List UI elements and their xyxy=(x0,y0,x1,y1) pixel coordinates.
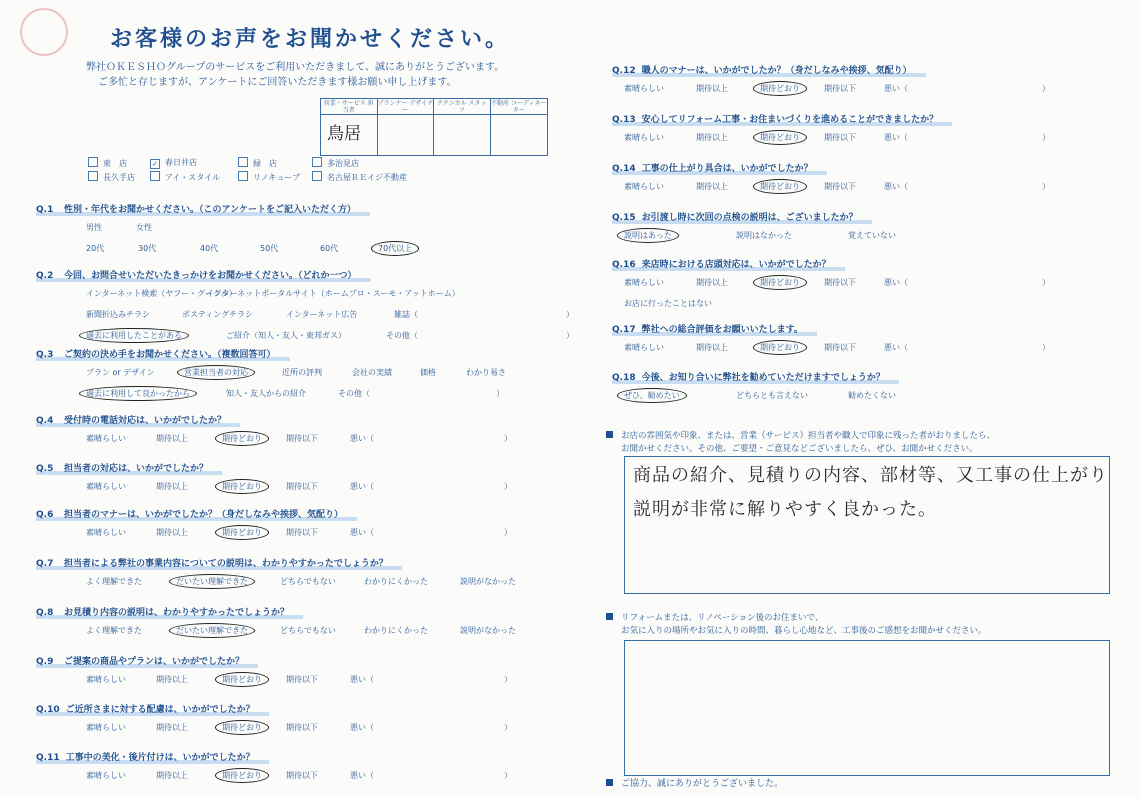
question-number: Q.7 xyxy=(36,559,54,569)
question-15 xyxy=(612,205,1132,245)
question-3 xyxy=(36,342,556,403)
prompt-line: お店の雰囲気や印象、または、営業（サービス）担当者や職人で印象に残った者がおりましたら、 xyxy=(621,431,996,441)
question-number: Q.13 xyxy=(612,115,636,125)
answer-row xyxy=(36,481,556,496)
store-label: 緑 店 xyxy=(253,159,277,168)
selected-option[interactable]: 期待どおり xyxy=(753,340,807,355)
answer-option[interactable]: 素晴らしい xyxy=(86,482,126,491)
answer-row xyxy=(612,132,1132,147)
question-number: Q.15 xyxy=(612,213,636,223)
answer-option[interactable]: ご紹介（知人・友人・東邦ガス） xyxy=(226,331,346,340)
page-title: お客様のお声をお聞かせください。 xyxy=(110,27,511,52)
answer-row xyxy=(612,342,1132,357)
question-label: 弊社への総合評価をお願いいたします。 xyxy=(641,325,803,335)
answer-option[interactable]: ） xyxy=(504,434,512,443)
question-number: Q.9 xyxy=(36,657,54,667)
answer-option[interactable]: 期待以下 xyxy=(824,278,856,287)
answer-option[interactable]: 悪い（ xyxy=(350,528,374,537)
prompt-line: お気に入りの場所やお気に入りの時間、暮らし心地など、工事後のご感想をお聞かせください。 xyxy=(621,626,987,636)
selected-option[interactable]: 70代以上 xyxy=(371,241,419,256)
question-9 xyxy=(36,649,556,689)
comment2-prompt xyxy=(606,612,987,638)
question-label: お見積り内容の説明は、わかりやすかったでしょうか？ xyxy=(64,608,290,618)
red-stamp xyxy=(20,8,68,56)
answer-row xyxy=(36,674,556,689)
answer-option[interactable]: お店に行ったことはない xyxy=(624,299,712,308)
answer-option[interactable]: 近所の評判 xyxy=(282,368,322,377)
intro-text xyxy=(86,60,504,90)
intro-line: ご多忙と存じますが、アンケートにご回答いただきます様お願い申し上げます。 xyxy=(98,77,457,88)
answer-option[interactable]: 素晴らしい xyxy=(624,84,664,93)
question-label: 工事中の美化・後片付けは、いかがでしたか？ xyxy=(65,753,255,763)
question-13 xyxy=(612,107,1132,147)
selected-option[interactable]: 営業担当者の対応 xyxy=(177,365,255,380)
thanks-label: ご協力、誠にありがとうございました。 xyxy=(621,779,784,789)
store-option[interactable] xyxy=(150,171,238,183)
answer-row xyxy=(36,527,556,542)
answer-row xyxy=(612,298,1132,313)
answer-option[interactable]: 悪い（ xyxy=(350,434,374,443)
question-text xyxy=(36,268,371,281)
answer-row xyxy=(36,433,556,448)
question-text xyxy=(36,347,290,360)
question-14 xyxy=(612,156,1132,196)
staff-value[interactable]: 鳥居 xyxy=(321,115,378,155)
question-text xyxy=(612,210,872,223)
question-text xyxy=(36,654,258,667)
answer-option[interactable]: 悪い（ xyxy=(884,84,908,93)
answer-option[interactable]: ） xyxy=(496,389,504,398)
answer-option[interactable]: 期待以上 xyxy=(156,528,188,537)
answer-option[interactable]: プラン or デザイン xyxy=(86,368,155,377)
question-label: 担当者の対応は、いかがでしたか？ xyxy=(64,464,209,474)
answer-option[interactable]: 期待以上 xyxy=(696,182,728,191)
answer-option[interactable]: 期待以下 xyxy=(824,182,856,191)
staff-header: プランナー デザイナー xyxy=(377,100,433,114)
answer-option[interactable]: ポスティングチラシ xyxy=(182,310,254,319)
answer-option[interactable]: 説明はなかった xyxy=(736,231,792,240)
question-number: Q.3 xyxy=(36,350,54,360)
question-8 xyxy=(36,600,556,640)
answer-option[interactable]: 期待以下 xyxy=(286,528,318,537)
answer-option[interactable]: 期待以上 xyxy=(696,343,728,352)
answer-row xyxy=(36,309,574,324)
question-label: 担当者による弊社の事業内容についての説明は、わかりやすかったでしょうか？ xyxy=(64,559,388,569)
question-text xyxy=(36,750,269,763)
answer-option[interactable]: ） xyxy=(504,528,512,537)
store-label: 春日井店 xyxy=(165,158,197,167)
thanks-text xyxy=(606,776,783,789)
staff-value[interactable] xyxy=(434,115,491,155)
question-1 xyxy=(36,197,556,258)
checkbox-icon[interactable] xyxy=(88,171,98,181)
answer-option[interactable]: 素晴らしい xyxy=(624,182,664,191)
answer-row xyxy=(612,390,1132,405)
answer-option[interactable]: その他（ xyxy=(386,331,418,340)
question-label: 来店時における店頭対応は、いかがでしたか？ xyxy=(641,260,831,270)
answer-row xyxy=(36,222,556,237)
answer-option[interactable]: ） xyxy=(1042,278,1050,287)
answer-option[interactable]: 素晴らしい xyxy=(624,278,664,287)
question-11 xyxy=(36,745,556,785)
answer-row xyxy=(36,367,556,382)
answer-option[interactable]: よく理解できた xyxy=(86,577,142,586)
answer-row xyxy=(612,181,1132,196)
question-label: 職人のマナーは、いかがでしたか？（身だしなみや挨拶、気配り） xyxy=(641,66,912,76)
selected-option[interactable]: ぜひ、勧めたい xyxy=(617,388,687,403)
answer-option[interactable]: 説明がなかった xyxy=(460,626,516,635)
checkbox-icon[interactable] xyxy=(312,157,322,167)
prompt-line: お聞かせください。その他、ご要望・ご意見などございましたら、ぜひ、お聞かせください。 xyxy=(621,444,978,454)
store-option[interactable] xyxy=(88,157,150,169)
store-label: アイ・スタイル xyxy=(165,173,221,182)
answer-option[interactable]: 期待以上 xyxy=(156,675,188,684)
answer-option[interactable]: 悪い（ xyxy=(884,182,908,191)
answer-option[interactable]: ） xyxy=(504,482,512,491)
question-label: 工事の仕上がり具合は、いかがでしたか？ xyxy=(641,164,813,174)
question-text xyxy=(36,461,222,474)
answer-option[interactable]: 価格 xyxy=(420,368,436,377)
answer-option[interactable]: インターネットポータルサイト（ホームプロ・スーモ・アットホーム） xyxy=(206,289,460,298)
question-label: 今回、お問合せいただいたきっかけをお聞かせください。（どれか一つ） xyxy=(64,271,357,281)
answer-option[interactable]: 悪い（ xyxy=(350,675,374,684)
comment2-box[interactable] xyxy=(624,640,1110,776)
answer-row xyxy=(36,722,556,737)
prompt-line: リフォームまたは、リノベーション後のお住まいで、 xyxy=(621,613,824,623)
answer-option[interactable]: その他（ xyxy=(338,389,370,398)
question-number: Q.18 xyxy=(612,373,636,383)
answer-option[interactable]: わかりにくかった xyxy=(364,626,428,635)
question-text xyxy=(36,413,240,426)
question-number: Q.14 xyxy=(612,164,636,174)
answer-line: 商品の紹介、見積りの内容、部材等、又工事の仕上がり xyxy=(633,465,1108,486)
selected-option[interactable]: 期待どおり xyxy=(215,431,269,446)
store-label: 長久手店 xyxy=(103,173,135,182)
answer-row xyxy=(36,576,556,591)
answer-option[interactable]: 素晴らしい xyxy=(86,771,126,780)
store-option[interactable] xyxy=(150,157,238,169)
answer-option[interactable]: 期待以下 xyxy=(824,133,856,142)
checked-box-icon[interactable]: ✓ xyxy=(150,159,160,169)
answer-option[interactable]: ） xyxy=(1042,133,1050,142)
answer-option[interactable]: 男性 xyxy=(86,223,102,232)
answer-option[interactable]: 30代 xyxy=(138,244,157,253)
answer-option[interactable]: 期待以下 xyxy=(286,675,318,684)
question-number: Q.11 xyxy=(36,753,60,763)
comment1-box[interactable] xyxy=(624,456,1110,594)
answer-option[interactable]: 悪い（ xyxy=(884,278,908,287)
question-text xyxy=(612,322,817,335)
square-bullet-icon xyxy=(606,613,613,620)
question-number: Q.5 xyxy=(36,464,54,474)
staff-header: 営業・サービス 担当者 xyxy=(321,99,378,115)
question-text xyxy=(36,702,269,715)
question-18 xyxy=(612,365,1132,405)
question-label: ご近所さまに対する配慮は、いかがでしたか？ xyxy=(65,705,255,715)
selected-option[interactable]: 説明はあった xyxy=(617,228,679,243)
answer-row xyxy=(36,625,556,640)
answer-row xyxy=(612,83,1132,98)
question-number: Q.4 xyxy=(36,416,54,426)
intro-line: 弊社ＯＫＥＳＨＯグループのサービスをご利用いただきまして、誠にありがとうございます。 xyxy=(86,62,505,73)
selected-option[interactable]: 過去に利用して良かったから xyxy=(79,386,197,401)
question-text xyxy=(612,370,899,383)
checkbox-icon[interactable] xyxy=(150,171,160,181)
answer-option[interactable]: 覚えていない xyxy=(848,231,896,240)
checkbox-icon[interactable] xyxy=(88,157,98,167)
answer-option[interactable]: ） xyxy=(504,771,512,780)
answer-option[interactable]: ） xyxy=(1042,182,1050,191)
store-checklist xyxy=(88,157,422,183)
selected-option[interactable]: だいたい理解できた xyxy=(169,574,255,589)
store-option[interactable] xyxy=(238,157,312,169)
answer-option[interactable]: 素晴らしい xyxy=(86,675,126,684)
question-label: 今後、お知り合いに弊社を勧めていただけますでしょうか？ xyxy=(641,373,885,383)
answer-row xyxy=(36,388,556,403)
answer-option[interactable]: 素晴らしい xyxy=(86,723,126,732)
question-12 xyxy=(612,58,1132,98)
answer-row xyxy=(612,230,1132,245)
answer-option[interactable]: 期待以上 xyxy=(156,434,188,443)
answer-option[interactable]: 60代 xyxy=(320,244,339,253)
answer-option[interactable]: 会社の実績 xyxy=(352,368,392,377)
question-5 xyxy=(36,456,556,496)
question-number: Q.16 xyxy=(612,260,636,270)
question-4 xyxy=(36,408,556,448)
checkbox-icon[interactable] xyxy=(238,157,248,167)
store-label: 名古屋ＲＥイジ不動産 xyxy=(327,173,407,182)
staff-value[interactable] xyxy=(491,115,548,155)
question-10 xyxy=(36,697,556,737)
answer-option[interactable]: 知人・友人からの紹介 xyxy=(226,389,306,398)
question-number: Q.1 xyxy=(36,205,54,215)
question-label: 担当者のマナーは、いかがでしたか？（身だしなみや挨拶、気配り） xyxy=(64,510,344,520)
answer-option[interactable]: どちらでもない xyxy=(280,577,336,586)
answer-option[interactable]: 悪い（ xyxy=(884,343,908,352)
answer-option[interactable]: 期待以上 xyxy=(156,771,188,780)
answer-line: 説明が非常に解りやすく良かった。 xyxy=(633,499,937,520)
answer-option[interactable]: 雑誌（ xyxy=(394,310,418,319)
store-option[interactable] xyxy=(238,171,312,183)
staff-table xyxy=(320,98,548,156)
question-number: Q.8 xyxy=(36,608,54,618)
selected-option[interactable]: 期待どおり xyxy=(215,525,269,540)
question-label: 安心してリフォーム工事・お住まいづくりを進めることができましたか？ xyxy=(641,115,939,125)
question-number: Q.6 xyxy=(36,510,54,520)
answer-option[interactable]: 悪い（ xyxy=(350,771,374,780)
store-option[interactable] xyxy=(312,157,422,169)
staff-header: テクニカル スタッフ xyxy=(434,99,491,115)
question-number: Q.12 xyxy=(612,66,636,76)
answer-option[interactable]: 期待以上 xyxy=(696,84,728,93)
selected-option[interactable]: 期待どおり xyxy=(215,672,269,687)
store-label: 東 店 xyxy=(103,159,127,168)
question-text xyxy=(612,257,845,270)
answer-row xyxy=(36,288,556,303)
answer-option[interactable]: 期待以下 xyxy=(824,343,856,352)
selected-option[interactable]: 期待どおり xyxy=(753,81,807,96)
answer-option[interactable]: 期待以下 xyxy=(824,84,856,93)
question-text xyxy=(36,507,357,520)
answer-row xyxy=(36,243,556,258)
answer-option[interactable]: 女性 xyxy=(136,223,152,232)
selected-option[interactable]: 過去に利用したことがある xyxy=(79,328,189,343)
answer-row xyxy=(36,770,556,785)
question-text xyxy=(36,556,402,569)
question-number: Q.2 xyxy=(36,271,54,281)
comment1-prompt xyxy=(606,430,995,456)
store-label: 多治見店 xyxy=(327,159,359,168)
handwritten-answer xyxy=(633,459,1108,527)
answer-option[interactable]: わかりにくかった xyxy=(364,577,428,586)
answer-option[interactable]: ） xyxy=(504,723,512,732)
selected-option[interactable]: 期待どおり xyxy=(215,479,269,494)
answer-option[interactable]: 悪い（ xyxy=(350,482,374,491)
square-bullet-icon xyxy=(606,431,613,438)
answer-option[interactable]: 期待以下 xyxy=(286,723,318,732)
answer-option[interactable]: 期待以下 xyxy=(286,434,318,443)
answer-option[interactable]: インターネット検索（ヤフー・グーグル） xyxy=(86,289,237,298)
answer-option[interactable]: 説明がなかった xyxy=(460,577,516,586)
answer-option[interactable]: 期待以下 xyxy=(286,482,318,491)
question-7 xyxy=(36,551,556,591)
answer-option[interactable]: インターネット広告 xyxy=(286,310,358,319)
question-label: お引渡し時に次回の点検の説明は、ございましたか？ xyxy=(641,213,858,223)
answer-option[interactable]: ） xyxy=(504,675,512,684)
question-2 xyxy=(36,263,574,345)
question-label: ご契約の決め手をお聞かせください。（複数回答可） xyxy=(64,350,276,360)
answer-option[interactable]: 勧めたくない xyxy=(848,391,896,400)
selected-option[interactable]: 期待どおり xyxy=(215,720,269,735)
answer-option[interactable]: 期待以上 xyxy=(156,723,188,732)
staff-value[interactable] xyxy=(378,115,435,155)
answer-option[interactable]: よく理解できた xyxy=(86,626,142,635)
answer-option[interactable]: ） xyxy=(566,310,574,319)
question-6 xyxy=(36,502,556,542)
answer-option[interactable]: 悪い（ xyxy=(884,133,908,142)
question-number: Q.10 xyxy=(36,705,60,715)
staff-header: 不動産 コーディネーター xyxy=(491,100,547,114)
answer-option[interactable]: 期待以上 xyxy=(156,482,188,491)
answer-option[interactable]: 期待以下 xyxy=(286,771,318,780)
answer-option[interactable]: 新聞折込みチラシ xyxy=(86,310,150,319)
store-label: リノキューブ xyxy=(253,173,300,182)
square-bullet-icon xyxy=(606,779,613,786)
selected-option[interactable]: 期待どおり xyxy=(753,275,807,290)
answer-option[interactable]: 素晴らしい xyxy=(624,133,664,142)
answer-option[interactable]: 素晴らしい xyxy=(624,343,664,352)
selected-option[interactable]: 期待どおり xyxy=(215,768,269,783)
answer-option[interactable]: わかり易さ xyxy=(466,368,506,377)
answer-option[interactable]: 素晴らしい xyxy=(86,434,126,443)
question-text xyxy=(612,161,827,174)
question-text xyxy=(612,63,926,76)
question-number: Q.17 xyxy=(612,325,636,335)
question-16 xyxy=(612,252,1132,313)
answer-row xyxy=(612,277,1132,292)
question-text xyxy=(36,605,303,618)
checkbox-icon[interactable] xyxy=(238,171,248,181)
question-text xyxy=(36,202,370,215)
store-option[interactable] xyxy=(88,171,150,183)
store-option[interactable] xyxy=(312,171,422,183)
answer-option[interactable]: 40代 xyxy=(200,244,219,253)
answer-option[interactable]: 悪い（ xyxy=(350,723,374,732)
answer-option[interactable]: どちらでもない xyxy=(280,626,336,635)
question-label: ご提案の商品やプランは、いかがでしたか？ xyxy=(64,657,245,667)
answer-option[interactable]: どちらとも言えない xyxy=(736,391,808,400)
question-17 xyxy=(612,317,1132,357)
selected-option[interactable]: 期待どおり xyxy=(753,130,807,145)
answer-option[interactable]: 20代 xyxy=(86,244,105,253)
checkbox-icon[interactable] xyxy=(312,171,322,181)
selected-option[interactable]: 期待どおり xyxy=(753,179,807,194)
answer-option[interactable]: 期待以上 xyxy=(696,133,728,142)
question-text xyxy=(612,112,952,125)
question-label: 性別・年代をお聞かせください。（このアンケートをご記入いただく方） xyxy=(64,205,356,215)
question-label: 受付時の電話対応は、いかがでしたか？ xyxy=(64,416,227,426)
answer-option[interactable]: ） xyxy=(1042,84,1050,93)
answer-option[interactable]: ） xyxy=(566,331,574,340)
answer-option[interactable]: ） xyxy=(1042,343,1050,352)
selected-option[interactable]: だいたい理解できた xyxy=(169,623,255,638)
answer-option[interactable]: 素晴らしい xyxy=(86,528,126,537)
answer-option[interactable]: 期待以上 xyxy=(696,278,728,287)
answer-option[interactable]: 50代 xyxy=(260,244,279,253)
